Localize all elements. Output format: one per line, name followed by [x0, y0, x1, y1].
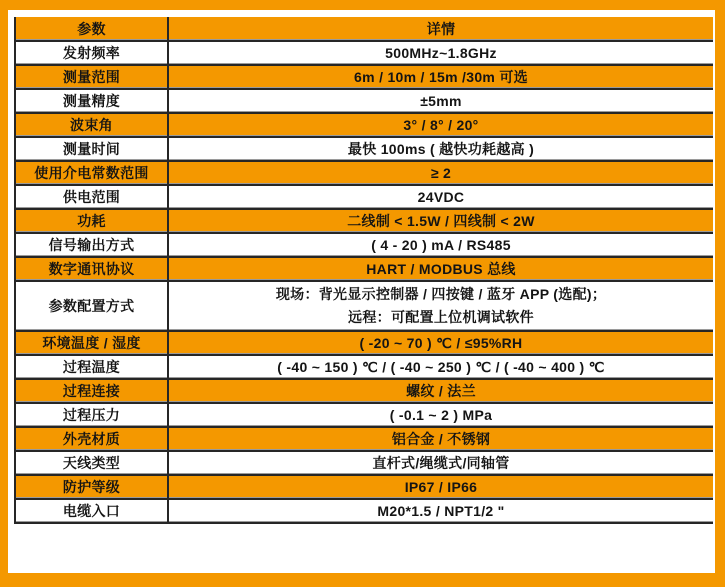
value-cell: M20*1.5 / NPT1/2 " [168, 499, 713, 523]
value-cell: 最快 100ms ( 越快功耗越高 ) [168, 137, 713, 161]
table-row [15, 41, 713, 65]
value-cell [168, 281, 713, 331]
value-cell: IP67 / IP66 [168, 475, 713, 499]
param-cell: 外壳材质 [15, 427, 168, 451]
value-cell: 二线制 < 1.5W / 四线制 < 2W [168, 209, 713, 233]
param-cell: 功耗 [15, 209, 168, 233]
value-cell: ( -40 ~ 150 ) ℃ / ( -40 ~ 250 ) ℃ / ( -40 ~ 400 ) ℃ [168, 355, 713, 379]
param-cell: 电缆入口 [15, 499, 168, 523]
param-cell: 测量精度 [15, 89, 168, 113]
table-row [15, 113, 713, 137]
param-cell: 参数配置方式 [15, 281, 168, 331]
table-row [15, 331, 713, 355]
table-row [15, 379, 713, 403]
param-cell: 发射频率 [15, 41, 168, 65]
table-row [15, 403, 713, 427]
param-cell: 测量范围 [15, 65, 168, 89]
param-cell: 使用介电常数范围 [15, 161, 168, 185]
table-row [15, 475, 713, 499]
value-cell: 3° / 8° / 20° [168, 113, 713, 137]
spec-sheet-panel [8, 10, 715, 573]
param-header-cell: 参数 [15, 17, 168, 41]
value-cell: 500MHz~1.8GHz [168, 41, 713, 65]
param-cell: 过程连接 [15, 379, 168, 403]
value-cell: ≥ 2 [168, 161, 713, 185]
value-cell: 直杆式/绳缆式/同轴管 [168, 451, 713, 475]
param-cell: 测量时间 [15, 137, 168, 161]
param-cell: 波束角 [15, 113, 168, 137]
param-cell: 环境温度 / 湿度 [15, 331, 168, 355]
table-row [15, 137, 713, 161]
param-cell: 天线类型 [15, 451, 168, 475]
table-row [15, 233, 713, 257]
param-cell: 过程压力 [15, 403, 168, 427]
table-row [15, 257, 713, 281]
param-cell: 数字通讯协议 [15, 257, 168, 281]
value-line-1: 现场：背光显示控制器 / 四按键 / 蓝牙 APP (选配)； [275, 286, 607, 302]
value-cell: ( -20 ~ 70 ) ℃ / ≤95%RH [168, 331, 713, 355]
table-header-row [15, 17, 713, 41]
value-cell: 铝合金 / 不锈钢 [168, 427, 713, 451]
value-cell: HART / MODBUS 总线 [168, 257, 713, 281]
table-row [15, 161, 713, 185]
table-row [15, 209, 713, 233]
param-cell: 信号输出方式 [15, 233, 168, 257]
value-cell: 螺纹 / 法兰 [168, 379, 713, 403]
spec-table [14, 17, 713, 524]
value-cell: 24VDC [168, 185, 713, 209]
param-cell: 防护等级 [15, 475, 168, 499]
table-row [15, 65, 713, 89]
value-cell: ( -0.1 ~ 2 ) MPa [168, 403, 713, 427]
table-row [15, 427, 713, 451]
table-row [15, 499, 713, 523]
value-line-2: 远程：可配置上位机调试软件 [348, 309, 534, 325]
value-cell: 6m / 10m / 15m /30m 可选 [168, 65, 713, 89]
table-row [15, 185, 713, 209]
value-cell: ±5mm [168, 89, 713, 113]
param-cell: 供电范围 [15, 185, 168, 209]
param-cell: 过程温度 [15, 355, 168, 379]
table-row [15, 89, 713, 113]
value-cell: ( 4 - 20 ) mA / RS485 [168, 233, 713, 257]
table-row [15, 451, 713, 475]
value-header-cell: 详情 [168, 17, 713, 41]
table-row [15, 355, 713, 379]
table-row [15, 281, 713, 331]
